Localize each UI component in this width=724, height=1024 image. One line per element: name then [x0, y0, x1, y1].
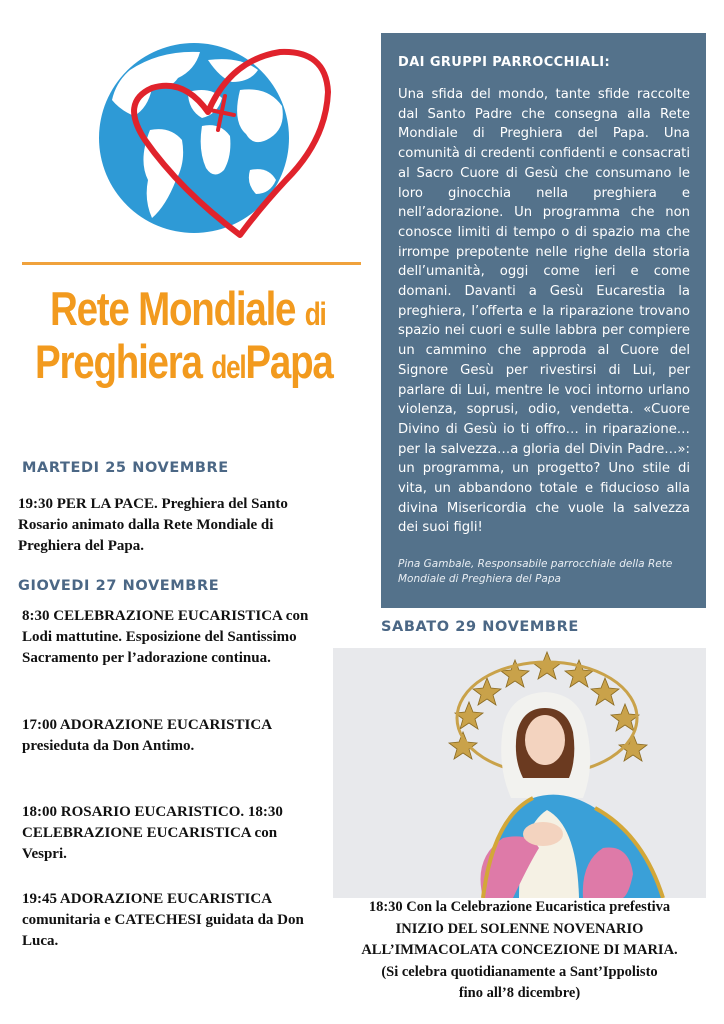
- parish-groups-box: [381, 33, 706, 608]
- sabato-line: 18:30 Con la Celebrazione Eucaristica prefestiva: [368, 899, 671, 915]
- sabato-header: SABATO 29 NOVEMBRE: [381, 619, 579, 635]
- martedi-header: MARTEDI 25 NOVEMBRE: [22, 460, 229, 476]
- giovedi-header: GIOVEDI 27 NOVEMBRE: [18, 578, 220, 594]
- giovedi-event: 17:00 ADORAZIONE EUCARISTICA presieduta da Don Antimo.: [22, 717, 272, 754]
- madonna-statue-image: [333, 648, 706, 898]
- logo-title-line2: Preghiera delPapa: [35, 335, 333, 388]
- box-text: Una sfida del mondo, tante sfide raccolte dal Santo Padre che consegna alla Rete Mondiale di Preghiera del Papa. Una comunità di credenti confidenti e consacrati al Sacro Cuore di Gesù che consumano le loro ginocchia nella preghiera e nell’adorazione. Un programma che non conosce limiti di tempo o di spazio ma che irrompe prepotente nelle righe della storia dell’umanità, oggi come ieri e come domani. Davanti a Gesù Eucarestia la preghiera, l’offerta e la riparazione trovano spazio nei cuori e sulle labbra per compiere un cammino che approda al Cuore del Signore Gesù per rivestirsi di Lui, per parlare di Lui, mentre le voci intorno urlano violenza, soprusi, odio, vendetta. «Cuore Divino di Gesù io ti offro… in riparazione…per la salvezza…a gloria del Divin Padre…»: un programma, un progetto? Uno stile di vita, un abbandono totale e fiducioso alla divina Misericordia che vuole la salvezza dei suoi figli!: [398, 87, 690, 536]
- giovedi-event: 19:45 ADORAZIONE EUCARISTICA comunitaria e CATECHESI guidata da Don Luca.: [22, 891, 304, 949]
- logo-title-line1: Rete Mondiale di: [50, 282, 326, 335]
- sabato-event: [333, 897, 706, 1005]
- sabato-line: ALL’IMMACOLATA CONCEZIONE DI MARIA.: [361, 942, 678, 958]
- giovedi-event: 8:30 CELEBRAZIONE EUCARISTICA con Lodi mattutine. Esposizione del Santissimo Sacramento per l’adorazione continua.: [22, 608, 309, 666]
- box-title: DAI GRUPPI PARROCCHIALI:: [398, 55, 611, 70]
- sabato-line: INIZIO DEL SOLENNE NOVENARIO: [395, 920, 644, 937]
- giovedi-event: 18:00 ROSARIO EUCARISTICO. 18:30 CELEBRAZIONE EUCARISTICA con Vespri.: [22, 804, 283, 862]
- martedi-event: 19:30 PER LA PACE. Preghiera del Santo Rosario animato dalla Rete Mondiale di Preghiera del Papa.: [18, 496, 288, 554]
- sabato-line: (Si celebra quotidianamente a Sant’Ippolisto: [381, 963, 658, 980]
- box-signature: Pina Gambale, Responsabile parrocchiale della Rete Mondiale di Preghiera del Papa: [398, 558, 673, 585]
- globe-heart-logo: [90, 30, 340, 245]
- madonna-statue-illustration: [333, 648, 706, 898]
- logo-divider: [22, 262, 361, 265]
- sabato-line: fino all’8 dicembre): [458, 985, 581, 1001]
